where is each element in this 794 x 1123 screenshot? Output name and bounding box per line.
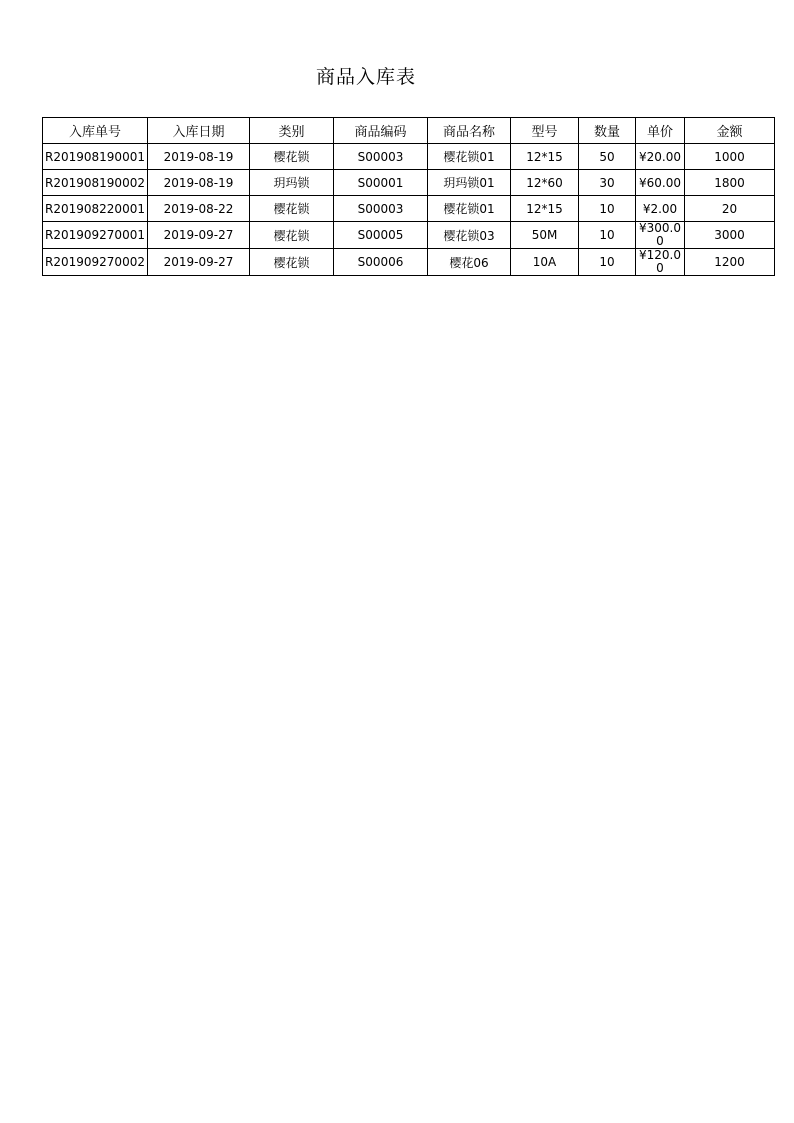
cell-model: 12*60 (511, 170, 579, 196)
cell-receipt-no: R201908220001 (43, 196, 148, 222)
cell-product-name: 樱花06 (428, 249, 511, 276)
cell-model: 10A (511, 249, 579, 276)
cell-amount: 1200 (685, 249, 775, 276)
column-header-model: 型号 (511, 118, 579, 144)
cell-amount: 3000 (685, 222, 775, 249)
cell-unit-price: ¥2.00 (636, 196, 685, 222)
cell-category: 樱花锁 (250, 144, 334, 170)
cell-category: 樱花锁 (250, 249, 334, 276)
cell-category: 玥玛锁 (250, 170, 334, 196)
page-title: 商品入库表 (315, 66, 416, 88)
cell-quantity: 10 (579, 222, 636, 249)
cell-date: 2019-08-22 (148, 196, 250, 222)
column-header-product-code: 商品编码 (334, 118, 428, 144)
cell-product-code: S00003 (334, 144, 428, 170)
cell-quantity: 10 (579, 196, 636, 222)
cell-date: 2019-09-27 (148, 249, 250, 276)
table-row (43, 170, 775, 196)
cell-amount: 1000 (685, 144, 775, 170)
column-header-product-name: 商品名称 (428, 118, 511, 144)
cell-unit-price: ¥120.00 (636, 249, 685, 276)
table-row (43, 144, 775, 170)
cell-unit-price: ¥300.00 (636, 222, 685, 249)
cell-model: 12*15 (511, 196, 579, 222)
cell-receipt-no: R201909270002 (43, 249, 148, 276)
cell-category: 樱花锁 (250, 196, 334, 222)
column-header-category: 类别 (250, 118, 334, 144)
cell-receipt-no: R201909270001 (43, 222, 148, 249)
cell-receipt-no: R201908190001 (43, 144, 148, 170)
column-header-amount: 金额 (685, 118, 775, 144)
column-header-receipt-no: 入库单号 (43, 118, 148, 144)
cell-product-name: 樱花锁01 (428, 144, 511, 170)
header-row (43, 118, 775, 144)
stock-in-table (42, 117, 775, 276)
cell-product-code: S00001 (334, 170, 428, 196)
cell-product-name: 樱花锁01 (428, 196, 511, 222)
cell-product-name: 玥玛锁01 (428, 170, 511, 196)
column-header-unit-price: 单价 (636, 118, 685, 144)
cell-product-code: S00003 (334, 196, 428, 222)
cell-product-name: 樱花锁03 (428, 222, 511, 249)
cell-unit-price: ¥60.00 (636, 170, 685, 196)
cell-category: 樱花锁 (250, 222, 334, 249)
cell-model: 50M (511, 222, 579, 249)
cell-quantity: 50 (579, 144, 636, 170)
cell-product-code: S00005 (334, 222, 428, 249)
table-row (43, 249, 775, 276)
cell-unit-price: ¥20.00 (636, 144, 685, 170)
column-header-date: 入库日期 (148, 118, 250, 144)
table-row (43, 196, 775, 222)
cell-date: 2019-08-19 (148, 170, 250, 196)
cell-quantity: 30 (579, 170, 636, 196)
cell-amount: 1800 (685, 170, 775, 196)
cell-date: 2019-09-27 (148, 222, 250, 249)
cell-model: 12*15 (511, 144, 579, 170)
cell-receipt-no: R201908190002 (43, 170, 148, 196)
cell-date: 2019-08-19 (148, 144, 250, 170)
cell-product-code: S00006 (334, 249, 428, 276)
table-row (43, 222, 775, 249)
cell-amount: 20 (685, 196, 775, 222)
cell-quantity: 10 (579, 249, 636, 276)
column-header-quantity: 数量 (579, 118, 636, 144)
